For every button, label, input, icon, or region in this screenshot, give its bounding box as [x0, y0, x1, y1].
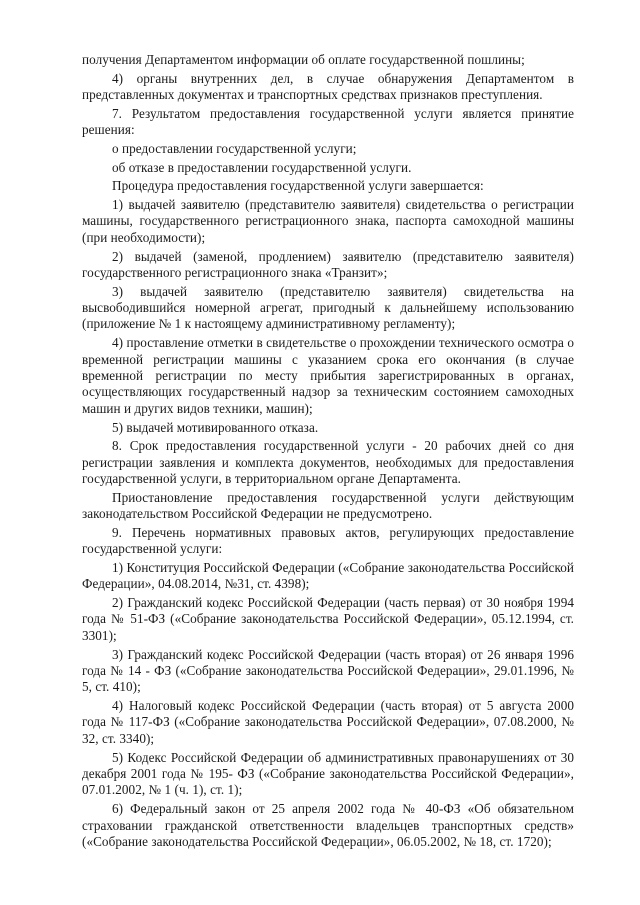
- paragraph-section-8: 8. Срок предоставления государственной услуги - 20 рабочих дней со дня регистрации заявления и комплекта документов, необходимых для предоставления государственной услуги, в территориальном органе Департамента.: [82, 438, 574, 487]
- paragraph-act-6: 6) Федеральный закон от 25 апреля 2002 года № 40-ФЗ «Об обязательном страховании гражданской ответственности владельцев транспортных средств» («Собрание законодательства Российской Федерации», 06.05.2002, № 18, ст. 1720);: [82, 801, 574, 849]
- paragraph-continuation: получения Департаментом информации об оплате государственной пошлины;: [82, 52, 525, 67]
- paragraph-suspension: Приостановление предоставления государственной услуги действующим законодательством Российской Федерации не предусмотрено.: [82, 489, 574, 522]
- paragraph-section-7: 7. Результатом предоставления государственной услуги является принятие решения:: [82, 105, 574, 138]
- document-page: [82, 52, 574, 853]
- paragraph-result-2: 2) выдачей (заменой, продлением) заявителю (представителю заявителя) государственного регистрационного знака «Транзит»;: [82, 248, 574, 280]
- paragraph-decision-grant: о предоставлении государственной услуги;: [112, 140, 357, 156]
- paragraph-act-5: 5) Кодекс Российской Федерации об административных правонарушениях от 30 декабря 2001 года № 195- ФЗ («Собрание законодательства Российской Федерации», 07.01.2002, № 1 (ч. 1), ст. 1);: [82, 749, 574, 798]
- paragraph-result-4: 4) проставление отметки в свидетельстве о прохождении технического осмотра о временной регистрации машины с указанием срока его окончания (в случае временной регистрации по месту прибытия зарегистрированных в органах, осуществляющих государственный надзор за техническим состоянием самоходных машин и других видов техники, машин);: [82, 335, 574, 416]
- paragraph-act-2: 2) Гражданский кодекс Российской Федерации (часть первая) от 30 ноября 1994 года № 51-ФЗ («Собрание законодательства Российской Федерации», 05.12.1994, ст. 3301);: [82, 595, 574, 643]
- paragraph-result-5: 5) выдачей мотивированного отказа.: [112, 419, 319, 435]
- paragraph-result-3: 3) выдачей заявителю (представителю заявителя) свидетельства на высвободившийся номерной агрегат, пригодный к дальнейшему использованию (приложение № 1 к настоящему административному регламенту);: [82, 283, 574, 332]
- paragraph-act-4: 4) Налоговый кодекс Российской Федерации (часть вторая) от 5 августа 2000 года № 117-ФЗ («Собрание законодательства Российской Федерации», 07.08.2000, № 32, ст. 3340);: [82, 698, 574, 746]
- paragraph-procedure-ends: Процедура предоставления государственной услуги завершается:: [112, 178, 484, 194]
- paragraph-item-4-police: 4) органы внутренних дел, в случае обнаружения Департаментом в представленных документах и транспортных средствах признаков преступления.: [82, 70, 574, 103]
- paragraph-result-1: 1) выдачей заявителю (представителю заявителя) свидетельства о регистрации машины, государственного регистрационного знака, паспорта самоходной машины (при необходимости);: [82, 197, 574, 245]
- paragraph-decision-refusal: об отказе в предоставлении государственной услуги.: [112, 159, 412, 175]
- paragraph-act-1: 1) Конституция Российской Федерации («Собрание законодательства Российской Федерации», 04.08.2014, №31, ст. 4398);: [82, 559, 574, 592]
- paragraph-section-9: 9. Перечень нормативных правовых актов, регулирующих предоставление государственной услуги:: [82, 524, 574, 557]
- paragraph-act-3: 3) Гражданский кодекс Российской Федерации (часть вторая) от 26 января 1996 года № 14 - ФЗ («Собрание законодательства Российской Федерации», 29.01.1996, № 5, ст. 410);: [82, 646, 574, 695]
